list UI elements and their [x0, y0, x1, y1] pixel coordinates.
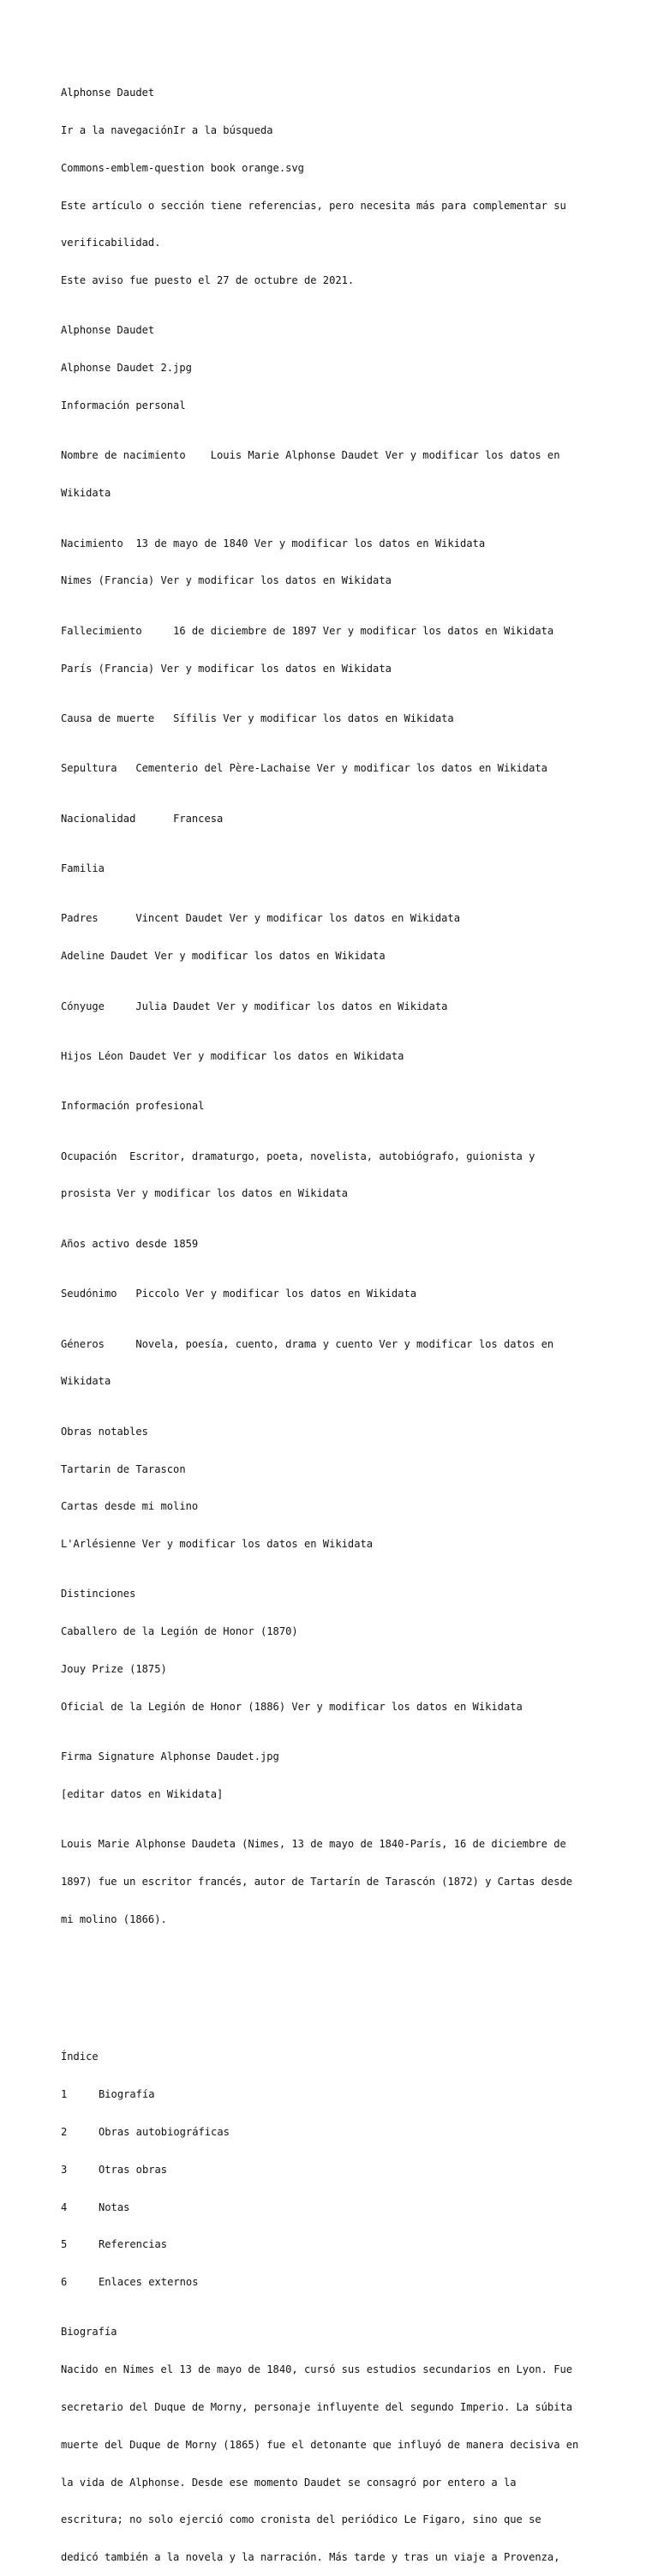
row-nationality [61, 813, 601, 826]
value-occupation[interactable]: Escritor, dramaturgo, poeta, novelista, autobiógrafo, guionista y [129, 1150, 535, 1162]
toc-item-label[interactable]: Enlaces externos [99, 2276, 199, 2289]
toc-item-number: 6 [61, 2276, 68, 2289]
label-burial: Sepultura [61, 762, 117, 775]
toc-item[interactable] [61, 2126, 601, 2139]
value-death-place[interactable]: París (Francia) Ver y modificar los datos en Wikidata [61, 662, 392, 675]
label-spouse: Cónyuge [61, 1000, 105, 1012]
toc-item-number: 4 [61, 2201, 68, 2213]
notable-work-item[interactable]: Tartarin de Tarascon [61, 1462, 186, 1475]
row-genres [61, 1338, 601, 1351]
value-occupation-cont[interactable]: prosista Ver y modificar los datos en Wikidata [61, 1187, 348, 1200]
label-cause: Causa de muerte [61, 712, 155, 724]
toc-item-label[interactable]: Otras obras [99, 2163, 168, 2176]
value-genres-cont[interactable]: Wikidata [61, 1375, 111, 1388]
skip-navigation-links[interactable]: Ir a la navegaciónIr a la búsqueda [61, 123, 273, 136]
notable-work-item[interactable]: L'Arlésienne Ver y modificar los datos en Wikidata [61, 1538, 374, 1551]
spacer [61, 2001, 601, 2014]
value-burial[interactable]: Cementerio del Père-Lachaise Ver y modificar los datos en Wikidata [135, 762, 547, 775]
edit-wikidata-link[interactable]: [editar datos en Wikidata] [61, 1787, 224, 1800]
label-birth: Nacimiento [61, 537, 123, 549]
toc-item-label[interactable]: Notas [99, 2201, 130, 2213]
infobox-image-filename: Alphonse Daudet 2.jpg [61, 362, 192, 375]
toc-item[interactable] [61, 2201, 601, 2214]
biography-text-line: dedicó también a la novela y la narración. Más tarde y tras un viaje a Provenza, [61, 2551, 560, 2564]
distinction-item[interactable]: Oficial de la Legión de Honor (1886) Ver y modificar los datos en Wikidata [61, 1700, 523, 1713]
value-birth-place[interactable]: Nimes (Francia) Ver y modificar los datos en Wikidata [61, 574, 392, 587]
article-title: Alphonse Daudet [61, 87, 155, 99]
biography-text-line: Nacido en Nimes el 13 de mayo de 1840, cursó sus estudios secundarios en Lyon. Fue [61, 2363, 573, 2376]
row-birth-name [61, 449, 601, 462]
toc-item[interactable] [61, 2088, 601, 2101]
row-burial [61, 762, 601, 775]
value-birth-name[interactable]: Louis Marie Alphonse Daudet Ver y modificar los datos en [210, 449, 560, 462]
emblem-image-filename: Commons-emblem-question book orange.svg [61, 161, 304, 174]
row-death [61, 625, 601, 638]
toc-item-number: 5 [61, 2238, 68, 2251]
value-spouse[interactable]: Julia Daudet Ver y modificar los datos en Wikidata [135, 1000, 448, 1012]
label-nationality: Nacionalidad [61, 812, 136, 825]
toc-item-number: 3 [61, 2163, 68, 2176]
toc-item-label[interactable]: Biografía [99, 2088, 155, 2101]
label-notable-works: Obras notables [61, 1425, 148, 1438]
value-pseudonym[interactable]: Piccolo Ver y modificar los datos en Wikidata [135, 1288, 417, 1300]
toc-item[interactable] [61, 2238, 601, 2251]
distinction-item[interactable]: Caballero de la Legión de Honor (1870) [61, 1625, 298, 1638]
intro-paragraph-line: mi molino (1866). [61, 1912, 167, 1925]
notice-date: Este aviso fue puesto el 27 de octubre de 2021. [61, 274, 355, 287]
document-page [61, 62, 601, 2576]
biography-text-line: la vida de Alphonse. Desde ese momento Daudet se consagró por entero a la [61, 2476, 517, 2489]
label-distinctions: Distinciones [61, 1588, 136, 1600]
value-birth[interactable]: 13 de mayo de 1840 Ver y modificar los datos en Wikidata [135, 537, 486, 549]
row-active-years: Años activo desde 1859 [61, 1237, 199, 1250]
section-heading-biography: Biografía [61, 2326, 117, 2339]
distinction-item[interactable]: Jouy Prize (1875) [61, 1663, 167, 1675]
value-parents-2[interactable]: Adeline Daudet Ver y modificar los datos en Wikidata [61, 950, 386, 963]
toc-item-label[interactable]: Referencias [99, 2238, 168, 2251]
label-death: Fallecimiento [61, 624, 142, 637]
label-genres: Géneros [61, 1337, 105, 1350]
value-birth-name-cont: Wikidata [61, 487, 111, 500]
section-personal-info: Información personal [61, 399, 186, 412]
notice-text-cont: verificabilidad. [61, 237, 161, 249]
value-cause[interactable]: Sífilis Ver y modificar los datos en Wikidata [173, 712, 454, 724]
label-pseudonym: Seudónimo [61, 1288, 117, 1300]
section-professional-info: Información profesional [61, 1100, 205, 1113]
row-pseudonym [61, 1288, 601, 1300]
biography-text-line: escritura; no solo ejerció como cronista del periódico Le Figaro, sino que se [61, 2513, 541, 2526]
notice-text: Este artículo o sección tiene referencias, pero necesita más para complementar su [61, 199, 566, 212]
row-children[interactable]: Hijos Léon Daudet Ver y modificar los datos en Wikidata [61, 1049, 404, 1062]
row-spouse [61, 1000, 601, 1013]
section-family: Familia [61, 862, 105, 874]
notable-work-item[interactable]: Cartas desde mi molino [61, 1500, 199, 1513]
row-parents [61, 912, 601, 925]
row-birth [61, 537, 601, 550]
infobox-name: Alphonse Daudet [61, 324, 155, 337]
intro-paragraph-line: 1897) fue un escritor francés, autor de Tartarín de Tarascón (1872) y Cartas desde [61, 1876, 573, 1888]
toc-item[interactable] [61, 2276, 601, 2289]
label-birth-name: Nombre de nacimiento [61, 449, 186, 462]
intro-paragraph-line: Louis Marie Alphonse Daudeta (Nimes, 13 de mayo de 1840-París, 16 de diciembre de [61, 1838, 566, 1851]
biography-text-line: muerte del Duque de Morny (1865) fue el detonante que influyó de manera decisiva en [61, 2438, 579, 2451]
toc-item[interactable] [61, 2164, 601, 2177]
toc-title: Índice [61, 2051, 99, 2063]
value-nationality[interactable]: Francesa [173, 812, 224, 825]
toc-item-label[interactable]: Obras autobiográficas [99, 2125, 230, 2138]
value-death[interactable]: 16 de diciembre de 1897 Ver y modificar los datos en Wikidata [173, 624, 554, 637]
toc-item-number: 1 [61, 2088, 68, 2101]
row-cause-of-death [61, 712, 601, 725]
value-genres[interactable]: Novela, poesía, cuento, drama y cuento Ver y modificar los datos en [135, 1337, 554, 1350]
label-parents: Padres [61, 912, 99, 925]
spacer [61, 1963, 601, 1976]
label-occupation: Ocupación [61, 1150, 117, 1162]
toc-item-number: 2 [61, 2125, 68, 2138]
row-occupation [61, 1150, 601, 1163]
biography-text-line: secretario del Duque de Morny, personaje influyente del segundo Imperio. La súbita [61, 2401, 573, 2414]
signature-image-filename: Firma Signature Alphonse Daudet.jpg [61, 1750, 279, 1763]
value-parents[interactable]: Vincent Daudet Ver y modificar los datos en Wikidata [135, 912, 460, 925]
